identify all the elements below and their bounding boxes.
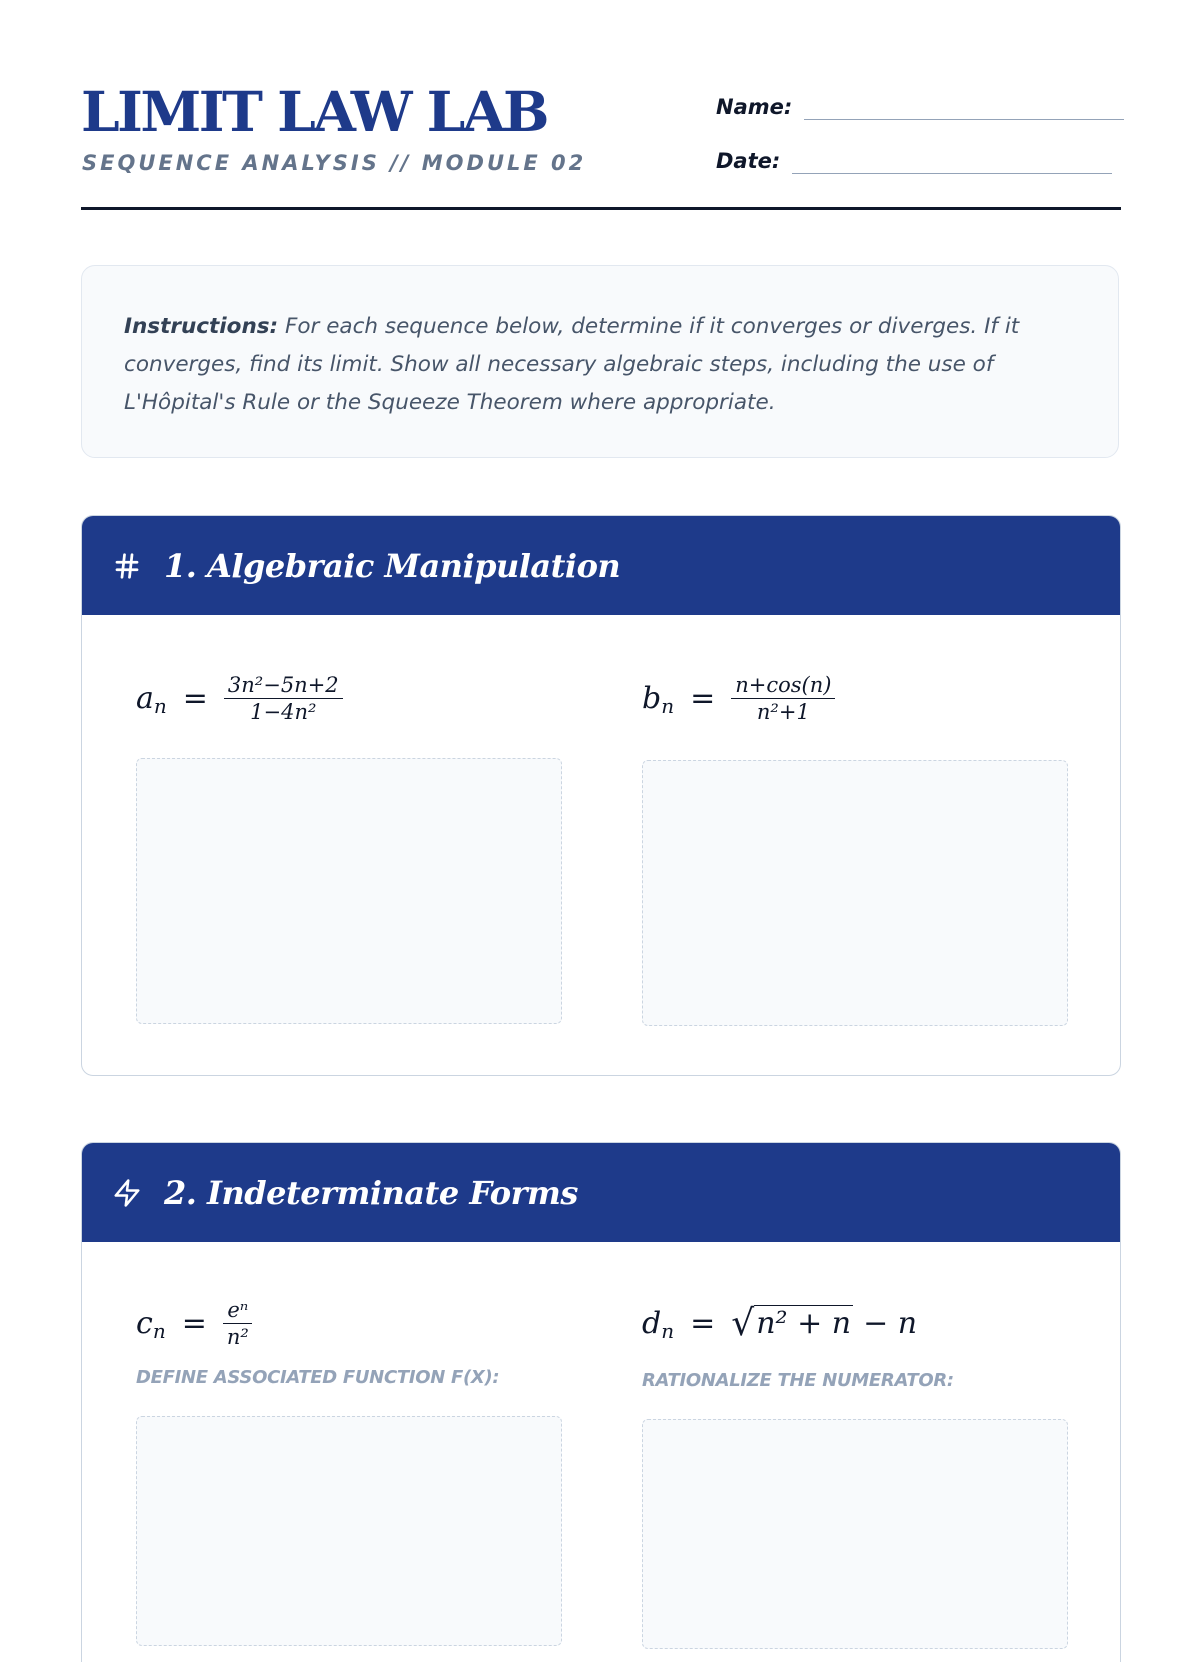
formula <box>642 668 1068 728</box>
work-area[interactable] <box>136 758 562 1024</box>
fraction <box>224 673 343 724</box>
problem-b <box>642 668 1068 1026</box>
formula-sub: n <box>661 1319 675 1343</box>
section-indeterminate-forms <box>81 1142 1121 1662</box>
formula-eq: = <box>690 1305 716 1341</box>
problem-c <box>136 1293 562 1646</box>
instructions-box <box>81 265 1119 458</box>
formula <box>642 1293 1068 1353</box>
date-label: Date: <box>716 149 781 173</box>
lightning-icon <box>110 1176 144 1210</box>
formula <box>136 1293 562 1353</box>
instructions-text <box>124 308 1078 422</box>
formula-sub: n <box>152 1319 166 1343</box>
hint-rationalize: RATIONALIZE THE NUMERATOR: <box>642 1370 954 1391</box>
denominator: n²+1 <box>756 699 810 724</box>
formula-var: b <box>642 680 662 716</box>
square-root <box>731 1302 853 1344</box>
section-title: 1. Algebraic Manipulation <box>164 546 621 585</box>
date-field[interactable] <box>716 148 1112 174</box>
formula-eq: = <box>182 680 208 716</box>
formula <box>136 668 562 728</box>
name-field[interactable] <box>716 94 1124 120</box>
section-header <box>82 516 1120 615</box>
work-area[interactable] <box>136 1416 562 1646</box>
section-algebraic-manipulation <box>81 515 1121 1076</box>
problem-a <box>136 668 562 1024</box>
formula-var: c <box>136 1305 153 1341</box>
worksheet-title: LIMIT LAW LAB <box>81 79 547 144</box>
denominator: n² <box>226 1324 249 1349</box>
hash-icon <box>110 549 144 583</box>
radical-sign: √ <box>731 1302 755 1344</box>
instructions-body: For each sequence below, determine if it converges or diverges. If it converges, find its limit. Show all necessary algebraic steps, including the use of L'Hôpital's Rule or the Squeeze Theorem where appropriate. <box>124 314 1020 415</box>
worksheet-subtitle: SEQUENCE ANALYSIS // MODULE 02 <box>82 151 587 175</box>
formula-var: a <box>136 680 154 716</box>
instructions-lead: Instructions: <box>124 314 279 339</box>
fraction <box>223 1298 253 1349</box>
section-title: 2. Indeterminate Forms <box>164 1173 578 1212</box>
date-line[interactable] <box>792 149 1112 174</box>
section-header <box>82 1143 1120 1242</box>
numerator: n+cos(n) <box>731 673 835 699</box>
formula-var: d <box>642 1305 662 1341</box>
denominator: 1−4n² <box>250 699 317 724</box>
name-label: Name: <box>716 95 793 119</box>
name-line[interactable] <box>804 95 1124 120</box>
formula-sub: n <box>153 694 167 718</box>
formula-eq: = <box>181 1305 207 1341</box>
work-area[interactable] <box>642 760 1068 1026</box>
formula-tail: − n <box>863 1305 918 1341</box>
hint-define-function: DEFINE ASSOCIATED FUNCTION F(X): <box>136 1367 500 1388</box>
numerator: eⁿ <box>223 1298 252 1324</box>
radicand: n² + n <box>756 1305 852 1341</box>
formula-eq: = <box>690 680 716 716</box>
problem-d <box>642 1293 1068 1649</box>
formula-sub: n <box>661 694 675 718</box>
header-divider <box>81 207 1121 210</box>
fraction <box>731 673 835 724</box>
numerator: 3n²−5n+2 <box>224 673 343 699</box>
work-area[interactable] <box>642 1419 1068 1649</box>
